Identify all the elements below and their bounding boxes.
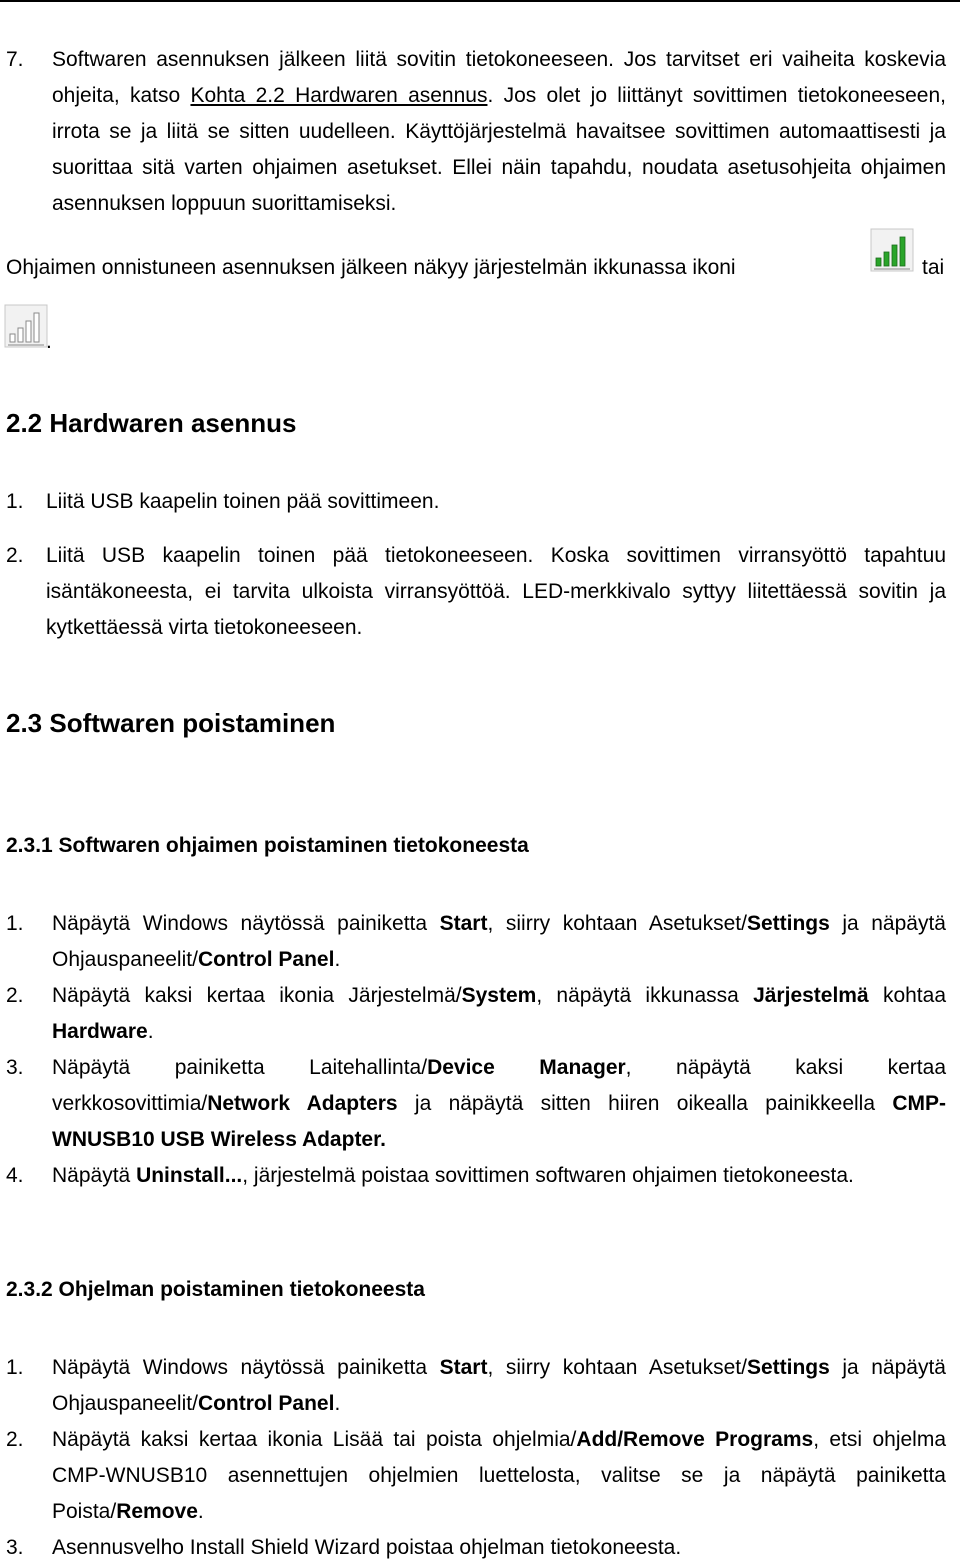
uninstall-label: Uninstall... xyxy=(136,1164,243,1187)
text: . xyxy=(334,948,341,971)
system-label: System xyxy=(461,984,537,1007)
text: , etsi ohjelma CMP-WNUSB10 asennettujen ohjelmien luettelosta, valitse se ja näpäytä painiketta Poista/ xyxy=(52,1428,946,1523)
uninstall-driver-item-3 xyxy=(6,1050,946,1158)
list-number: 2. xyxy=(6,984,24,1007)
uninstall-driver-item-1 xyxy=(6,906,946,978)
list-number: 2. xyxy=(6,544,24,567)
text: . xyxy=(147,1020,154,1043)
text: , siirry kohtaan Asetukset/ xyxy=(487,912,747,935)
uninstall-program-item-3 xyxy=(6,1530,946,1566)
list-number: 1. xyxy=(6,1356,24,1379)
text: , näpäytä kaksi kertaa verkkosovittimia/ xyxy=(52,1056,946,1115)
settings-label: Settings xyxy=(746,912,830,935)
uninstall-driver-item-2 xyxy=(6,978,946,1050)
top-rule xyxy=(0,0,960,2)
control-panel-label: Control Panel xyxy=(197,948,335,971)
text: Näpäytä xyxy=(52,1164,137,1187)
heading-2-3-1: 2.3.1 Softwaren ohjaimen poistaminen tietokoneesta xyxy=(6,834,529,857)
jarjestelma-label: Järjestelmä xyxy=(753,984,869,1007)
heading-2-3: 2.3 Softwaren poistaminen xyxy=(6,708,336,738)
remove-label: Remove xyxy=(116,1500,198,1523)
after-install-text: Ohjaimen onnistuneen asennuksen jälkeen näkyy järjestelmän ikkunassa ikoni xyxy=(6,256,736,279)
text: , siirry kohtaan Asetukset/ xyxy=(487,1356,747,1379)
list-number: 1. xyxy=(6,490,24,513)
heading-2-3-2: 2.3.2 Ohjelman poistaminen tietokoneesta xyxy=(6,1278,425,1301)
start-label: Start xyxy=(439,912,488,935)
or-text: tai xyxy=(922,256,945,279)
hardware-install-link[interactable]: Kohta 2.2 Hardwaren asennus xyxy=(190,84,488,107)
period: . xyxy=(46,330,52,353)
hw-item-2-text: Liitä USB kaapelin toinen pää tietokoneeseen. Koska sovittimen virransyöttö tapahtuu isäntäkoneesta, ei tarvita ulkoista virransyöttöä. LED-merkkivalo syttyy liitettäessä sovitin ja kytkettäessä virta tietokoneeseen. xyxy=(46,544,946,639)
list-number: 3. xyxy=(6,1056,24,1079)
list-number: 1. xyxy=(6,912,24,935)
hardware-label: Hardware xyxy=(52,1020,148,1043)
control-panel-label: Control Panel xyxy=(197,1392,335,1415)
text: . xyxy=(334,1392,341,1415)
list-number: 2. xyxy=(6,1428,24,1451)
text: Näpäytä kaksi kertaa ikonia Järjestelmä/ xyxy=(52,984,462,1007)
settings-label: Settings xyxy=(746,1356,830,1379)
text: ja näpäytä Ohjauspaneelit/ xyxy=(52,912,946,971)
text: ja näpäytä Ohjauspaneelit/ xyxy=(52,1356,946,1415)
uninstall-program-item-2 xyxy=(6,1422,946,1530)
text: Näpäytä kaksi kertaa ikonia Lisää tai poista ohjelmia/ xyxy=(52,1428,577,1451)
text: kohtaa xyxy=(868,984,946,1007)
text: ja näpäytä sitten hiiren oikealla painikkeella xyxy=(397,1092,893,1115)
step-7-text-a: Softwaren asennuksen jälkeen liitä sovitin tietokoneeseen. Jos tarvitset eri vaiheita koskevia ohjeita, katso xyxy=(52,48,946,107)
list-number: 7. xyxy=(6,48,24,71)
list-number: 4. xyxy=(6,1164,24,1187)
text: , järjestelmä poistaa sovittimen softwaren ohjaimen tietokoneesta. xyxy=(242,1164,854,1187)
after-install-line xyxy=(6,250,946,290)
text: Näpäytä Windows näytössä painiketta xyxy=(52,912,440,935)
adapter-name-label: CMP-WNUSB10 USB Wireless Adapter. xyxy=(52,1092,946,1151)
add-remove-programs-label: Add/Remove Programs xyxy=(576,1428,814,1451)
uninstall-program-item-1 xyxy=(6,1350,946,1422)
text: Näpäytä painiketta Laitehallinta/ xyxy=(52,1056,428,1079)
signal-strength-gray-icon xyxy=(4,304,48,354)
text: , näpäytä ikkunassa xyxy=(536,984,754,1007)
list-number: 3. xyxy=(6,1536,24,1559)
hw-item-1 xyxy=(6,484,946,520)
step-7-text-b: . Jos olet jo liittänyt sovittimen tietokoneeseen, irrota se ja liitä se sitten uudelleen. Käyttöjärjestelmä havaitsee sovittimen automaattisesti ja suorittaa sitä varten ohjaimen asetukset. Ellei näin tapahdu, noudata asetusohjeita ohjaimen asennuksen loppuun suorittamiseksi. xyxy=(52,84,946,215)
hw-item-1-text: Liitä USB kaapelin toinen pää sovittimeen. xyxy=(46,490,440,513)
step-7-text xyxy=(6,42,946,222)
heading-2-2: 2.2 Hardwaren asennus xyxy=(6,408,297,438)
uninstall-driver-item-4 xyxy=(6,1158,946,1194)
start-label: Start xyxy=(439,1356,488,1379)
text: . xyxy=(197,1500,204,1523)
hw-item-2 xyxy=(6,538,946,646)
step-7 xyxy=(6,42,946,222)
network-adapters-label: Network Adapters xyxy=(207,1092,398,1115)
signal-strength-green-icon xyxy=(870,228,914,272)
device-manager-label: Device Manager xyxy=(427,1056,626,1079)
text: Asennusvelho Install Shield Wizard poistaa ohjelman tietokoneesta. xyxy=(52,1536,682,1559)
text: Näpäytä Windows näytössä painiketta xyxy=(52,1356,440,1379)
